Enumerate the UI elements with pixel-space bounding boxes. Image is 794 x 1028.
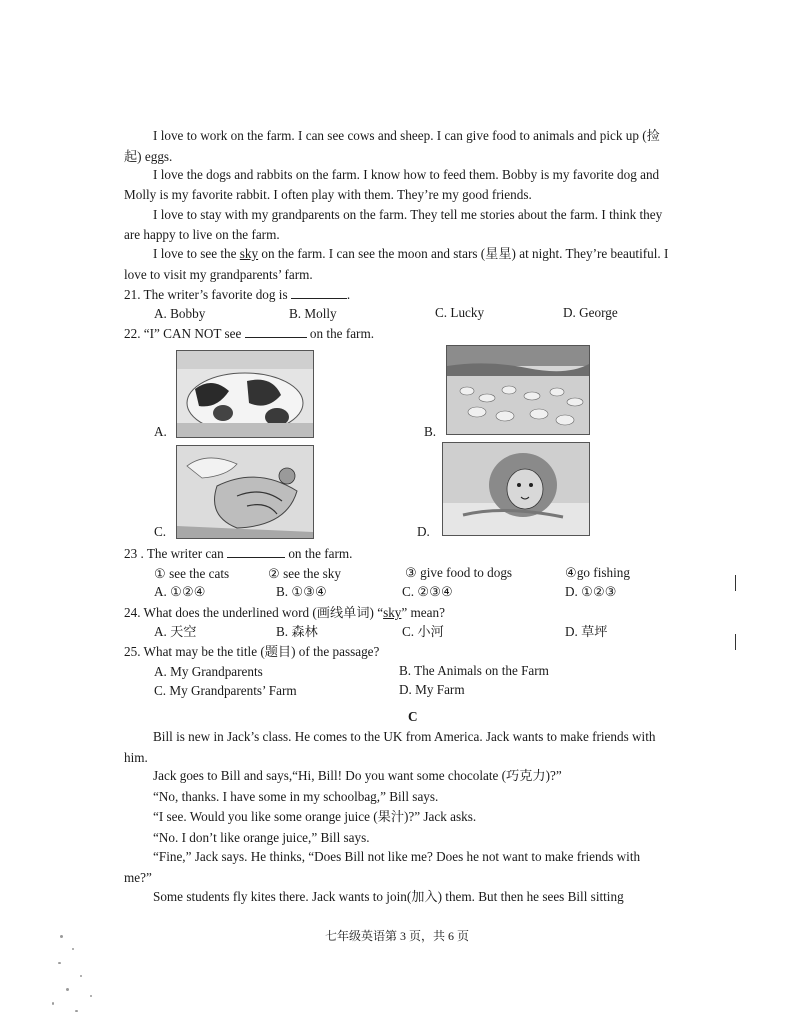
q25-option-a[interactable]: A. My Grandparents: [154, 664, 263, 679]
q22-stem-end: on the farm.: [306, 326, 375, 341]
passage-p4-line2: love to visit my grandparents’ farm.: [124, 267, 313, 282]
section-c-line3: Jack goes to Bill and says,“Hi, Bill! Do you want some chocolate (巧克力)?”: [153, 768, 562, 783]
passage-p2-line1: I love the dogs and rabbits on the farm. I know how to feed them. Bobby is my favorite dog and: [153, 167, 660, 182]
section-c-line7: “Fine,” Jack says. He thinks, “Does Bill not like me? Does he not want to make friends with: [153, 849, 641, 864]
section-c-line5: “I see. Would you like some orange juice (果汁)?” Jack asks.: [153, 809, 477, 824]
q21-stem-end: .: [346, 287, 351, 302]
q22-label-c: C.: [154, 524, 167, 539]
q25-option-c[interactable]: C. My Grandparents’ Farm: [154, 683, 297, 698]
q23-option-c[interactable]: C. ②③④: [402, 584, 453, 599]
q23-option-d[interactable]: D. ①②③: [565, 584, 617, 599]
section-c-line2: him.: [124, 750, 148, 765]
q24-stem-text: 24. What does the underlined word (画线单词) “: [124, 605, 384, 620]
section-c-line1: Bill is new in Jack’s class. He comes to the UK from America. Jack wants to make friends with: [153, 729, 656, 744]
q22-label-a: A.: [154, 424, 167, 439]
q24-option-c[interactable]: C. 小河: [402, 624, 444, 639]
section-c-line8: me?”: [124, 870, 152, 885]
q23-stem-text: 23 . The writer can: [124, 546, 228, 561]
q23-item-4: ④go fishing: [565, 565, 630, 580]
q24-option-b[interactable]: B. 森林: [276, 624, 318, 639]
q25-stem: 25. What may be the title (题目) of the passage?: [124, 644, 380, 659]
page-footer: 七年级英语第 3 页，共 6 页: [324, 929, 469, 943]
q22-stem-text: 22. “I” CAN NOT see: [124, 326, 245, 341]
q24-option-a[interactable]: A. 天空: [154, 624, 197, 639]
q24-underlined-word: sky: [383, 605, 402, 620]
section-c-line6: “No. I don’t like orange juice,” Bill says.: [153, 830, 370, 845]
answer-blank[interactable]: [245, 326, 307, 338]
passage-p1-line2: 起) eggs.: [124, 149, 173, 164]
q24-stem-end: ” mean?: [401, 605, 445, 620]
q23-item-1: ① see the cats: [154, 566, 230, 581]
cow-photo[interactable]: [176, 350, 314, 438]
q24-option-d[interactable]: D. 草坪: [565, 624, 608, 639]
q23-stem-end: on the farm.: [285, 546, 353, 561]
q21-option-d[interactable]: D. George: [563, 305, 618, 320]
scan-mark: [735, 634, 736, 650]
lion-photo[interactable]: [442, 442, 590, 536]
section-c-line4: “No, thanks. I have some in my schoolbag,” Bill says.: [153, 789, 439, 804]
q24-stem: [124, 605, 445, 621]
passage-p4-pre: I love to see the: [153, 246, 240, 261]
passage-p3-line2: are happy to live on the farm.: [124, 227, 280, 242]
q23-option-b[interactable]: B. ①③④: [276, 584, 327, 599]
q23-item-3: ③ give food to dogs: [405, 565, 513, 580]
sheep-pasture-photo[interactable]: [446, 345, 590, 435]
q21-option-b[interactable]: B. Molly: [289, 306, 337, 321]
hen-photo[interactable]: [176, 445, 314, 539]
q22-label-d: D.: [417, 524, 430, 539]
q25-option-d[interactable]: D. My Farm: [399, 682, 465, 697]
passage-p4-post: on the farm. I can see the moon and stars (星星) at night. They’re beautiful. I: [258, 246, 669, 261]
passage-p3-line1: I love to stay with my grandparents on the farm. They tell me stories about the farm. I think they: [153, 207, 663, 222]
q22-stem: [124, 326, 374, 342]
q23-option-a[interactable]: A. ①②④: [154, 584, 206, 599]
passage-p1-line1: I love to work on the farm. I can see cows and sheep. I can give food to animals and pick up (捡: [153, 128, 660, 143]
scan-mark: [735, 575, 736, 591]
passage-p4-line1: [153, 246, 668, 262]
section-c-heading: C: [408, 709, 418, 724]
answer-blank[interactable]: [227, 546, 285, 558]
q21-stem: [124, 287, 350, 303]
underlined-word-sky: sky: [239, 246, 259, 261]
q25-option-b[interactable]: B. The Animals on the Farm: [399, 663, 549, 678]
answer-blank[interactable]: [291, 287, 347, 299]
passage-p2-line2: Molly is my favorite rabbit. I often play with them. They’re my good friends.: [124, 187, 532, 202]
q21-option-a[interactable]: A. Bobby: [154, 306, 206, 321]
q22-label-b: B.: [424, 424, 437, 439]
q21-option-c[interactable]: C. Lucky: [435, 305, 485, 320]
q23-stem: [124, 546, 352, 562]
q23-item-2: ② see the sky: [268, 566, 341, 581]
section-c-line9: Some students fly kites there. Jack wants to join(加入) them. But then he sees Bill sitting: [153, 889, 624, 904]
q21-stem-text: 21. The writer’s favorite dog is: [124, 287, 291, 302]
